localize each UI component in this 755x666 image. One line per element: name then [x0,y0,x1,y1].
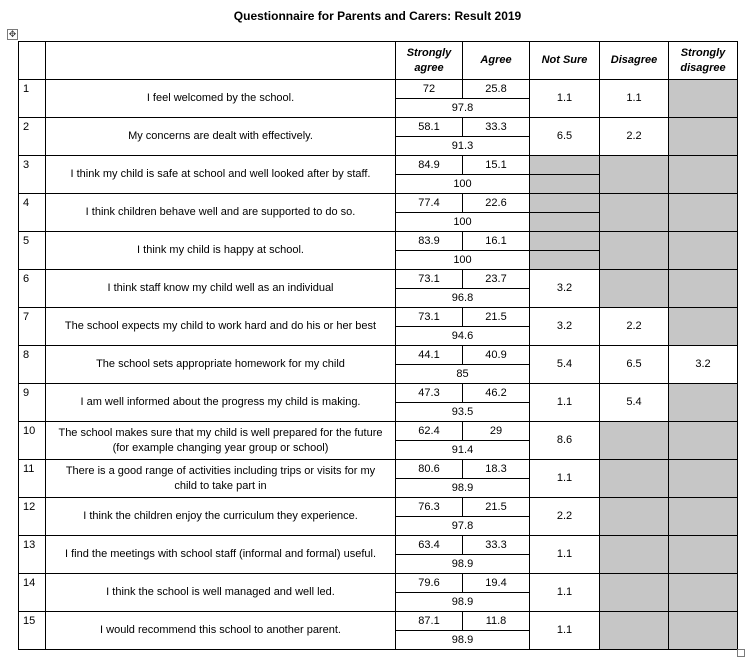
strongly-disagree-value [669,422,738,460]
table-row [19,346,738,365]
not-sure-value: 3.2 [530,308,600,346]
table-row [19,80,738,99]
disagree-value [600,232,669,270]
agree-total-value: 94.6 [396,327,530,346]
not-sure-value: 1.1 [530,80,600,118]
strongly-agree-value: 72 [396,80,463,99]
question-text: I feel welcomed by the school. [46,80,396,118]
disagree-value: 1.1 [600,80,669,118]
not-sure-empty-cell [530,251,600,270]
agree-value: 29 [463,422,530,441]
strongly-agree-value: 63.4 [396,536,463,555]
question-text: There is a good range of activities including trips or visits for my child to take part in [46,460,396,498]
strongly-disagree-value [669,194,738,232]
question-number: 1 [19,80,46,118]
disagree-value [600,498,669,536]
agree-value: 15.1 [463,156,530,175]
strongly-agree-value: 80.6 [396,460,463,479]
question-text: The school makes sure that my child is well prepared for the future (for example changing year group or school) [46,422,396,460]
not-sure-value: 5.4 [530,346,600,384]
not-sure-value: 1.1 [530,384,600,422]
header-agree: Agree [463,42,530,80]
not-sure-empty-cell [530,194,600,213]
disagree-value: 2.2 [600,308,669,346]
table-row [19,118,738,137]
agree-total-value: 98.9 [396,593,530,612]
table-move-handle[interactable]: ✥ [8,29,17,39]
disagree-value [600,574,669,612]
strongly-agree-value: 44.1 [396,346,463,365]
strongly-agree-value: 87.1 [396,612,463,631]
agree-total-value: 97.8 [396,99,530,118]
agree-total-value: 91.4 [396,441,530,460]
not-sure-empty-cell [530,175,600,194]
question-number: 3 [19,156,46,194]
header-question-cell [46,42,396,80]
not-sure-value: 1.1 [530,536,600,574]
strongly-disagree-value [669,118,738,156]
agree-total-value: 100 [396,213,530,232]
disagree-value: 5.4 [600,384,669,422]
question-number: 6 [19,270,46,308]
header-disagree: Disagree [600,42,669,80]
strongly-disagree-value [669,80,738,118]
strongly-agree-value: 58.1 [396,118,463,137]
agree-total-value: 98.9 [396,631,530,650]
disagree-value [600,422,669,460]
disagree-value [600,194,669,232]
strongly-disagree-value [669,498,738,536]
header-row [19,42,738,80]
question-text: I think the school is well managed and well led. [46,574,396,612]
not-sure-value: 6.5 [530,118,600,156]
agree-total-value: 98.9 [396,479,530,498]
strongly-agree-value: 62.4 [396,422,463,441]
not-sure-value: 3.2 [530,270,600,308]
agree-value: 21.5 [463,498,530,517]
agree-value: 40.9 [463,346,530,365]
agree-value: 19.4 [463,574,530,593]
table-row [19,422,738,441]
strongly-agree-value: 79.6 [396,574,463,593]
question-text: I think children behave well and are supported to do so. [46,194,396,232]
header-not-sure: Not Sure [530,42,600,80]
agree-value: 25.8 [463,80,530,99]
not-sure-empty-cell [530,213,600,232]
not-sure-value: 1.1 [530,612,600,650]
table-row [19,308,738,327]
question-number: 8 [19,346,46,384]
agree-value: 11.8 [463,612,530,631]
question-number: 7 [19,308,46,346]
question-number: 11 [19,460,46,498]
question-number: 2 [19,118,46,156]
agree-total-value: 97.8 [396,517,530,536]
disagree-value [600,156,669,194]
strongly-agree-value: 77.4 [396,194,463,213]
strongly-disagree-value: 3.2 [669,346,738,384]
table-row [19,270,738,289]
table-row [19,384,738,403]
agree-total-value: 91.3 [396,137,530,156]
agree-total-value: 93.5 [396,403,530,422]
not-sure-value: 1.1 [530,574,600,612]
agree-value: 18.3 [463,460,530,479]
question-text: My concerns are dealt with effectively. [46,118,396,156]
results-table [18,41,738,650]
question-number: 4 [19,194,46,232]
not-sure-value: 2.2 [530,498,600,536]
agree-value: 16.1 [463,232,530,251]
strongly-agree-value: 84.9 [396,156,463,175]
disagree-value [600,536,669,574]
strongly-disagree-value [669,460,738,498]
agree-value: 46.2 [463,384,530,403]
disagree-value [600,460,669,498]
question-number: 14 [19,574,46,612]
question-text: The school sets appropriate homework for my child [46,346,396,384]
agree-total-value: 100 [396,175,530,194]
question-text: I think staff know my child well as an individual [46,270,396,308]
table-row [19,536,738,555]
table-row [19,156,738,175]
strongly-disagree-value [669,612,738,650]
question-number: 12 [19,498,46,536]
question-number: 10 [19,422,46,460]
question-text: I find the meetings with school staff (informal and formal) useful. [46,536,396,574]
question-text: I think my child is safe at school and well looked after by staff. [46,156,396,194]
agree-total-value: 100 [396,251,530,270]
question-text: I would recommend this school to another parent. [46,612,396,650]
agree-value: 33.3 [463,536,530,555]
strongly-disagree-value [669,232,738,270]
disagree-value [600,270,669,308]
agree-value: 33.3 [463,118,530,137]
strongly-disagree-value [669,536,738,574]
question-number: 15 [19,612,46,650]
strongly-disagree-value [669,384,738,422]
header-number-cell [19,42,46,80]
header-strongly-agree: Strongly agree [396,42,463,80]
table-resize-handle[interactable] [737,649,745,657]
table-row [19,498,738,517]
table-row [19,574,738,593]
question-text: The school expects my child to work hard and do his or her best [46,308,396,346]
strongly-agree-value: 47.3 [396,384,463,403]
question-text: I am well informed about the progress my child is making. [46,384,396,422]
document-title: Questionnaire for Parents and Carers: Result 2019 [233,9,522,23]
not-sure-value: 8.6 [530,422,600,460]
table-row [19,232,738,251]
disagree-value [600,612,669,650]
agree-value: 22.6 [463,194,530,213]
strongly-disagree-value [669,156,738,194]
disagree-value: 6.5 [600,346,669,384]
not-sure-empty-cell [530,156,600,175]
table-row [19,460,738,479]
strongly-agree-value: 73.1 [396,308,463,327]
not-sure-value: 1.1 [530,460,600,498]
question-number: 5 [19,232,46,270]
strongly-agree-value: 73.1 [396,270,463,289]
question-number: 9 [19,384,46,422]
table-row [19,612,738,631]
agree-value: 23.7 [463,270,530,289]
question-text: I think the children enjoy the curriculum they experience. [46,498,396,536]
disagree-value: 2.2 [600,118,669,156]
table-row [19,194,738,213]
strongly-agree-value: 83.9 [396,232,463,251]
question-text: I think my child is happy at school. [46,232,396,270]
agree-total-value: 96.8 [396,289,530,308]
agree-value: 21.5 [463,308,530,327]
not-sure-empty-cell [530,232,600,251]
agree-total-value: 98.9 [396,555,530,574]
strongly-disagree-value [669,270,738,308]
agree-total-value: 85 [396,365,530,384]
strongly-disagree-value [669,574,738,612]
strongly-agree-value: 76.3 [396,498,463,517]
question-number: 13 [19,536,46,574]
strongly-disagree-value [669,308,738,346]
header-strongly-disagree: Strongly disagree [669,42,738,80]
